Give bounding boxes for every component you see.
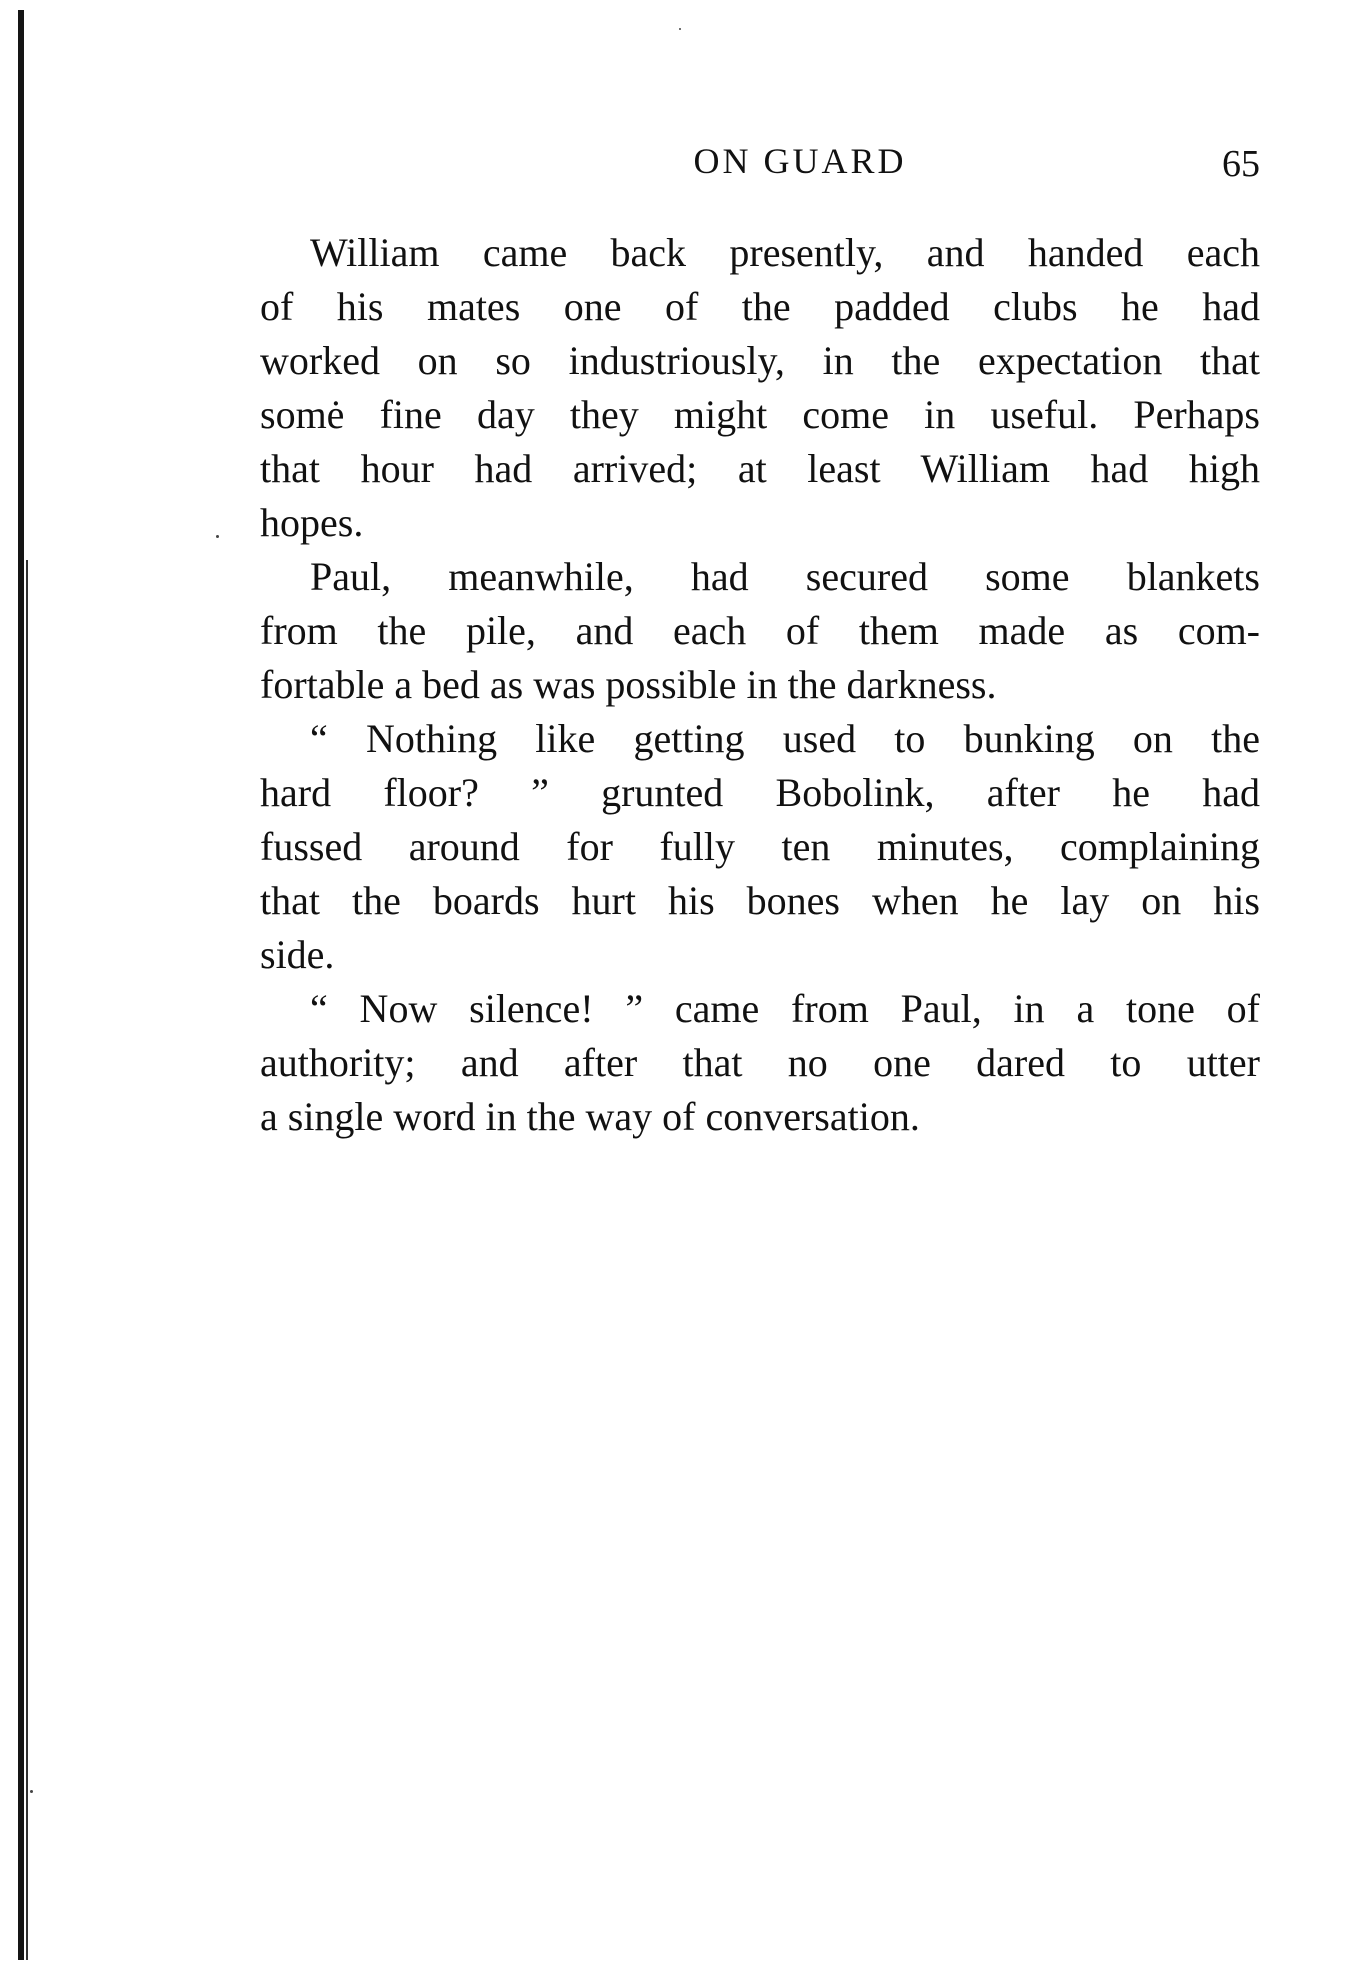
text-line: that hour had arrived; at least William had high (260, 446, 1260, 491)
page-number: 65 (1222, 143, 1260, 185)
scan-speck (679, 28, 681, 30)
text-line: “ Now silence! ” came from Paul, in a tone of (310, 986, 1260, 1031)
text-line: authority; and after that no one dared to utter (260, 1040, 1260, 1085)
binding-edge (18, 10, 24, 1960)
text-line: William came back presently, and handed each (310, 230, 1260, 275)
scan-speck (30, 1790, 33, 1793)
running-head: ON GUARD (693, 141, 907, 181)
text-line: hard floor? ” grunted Bobolink, after he had (260, 770, 1260, 815)
text-line: from the pile, and each of them made as com- (260, 608, 1260, 653)
text-line: fortable a bed as was possible in the darkness. (260, 662, 997, 707)
page-header (260, 140, 1260, 190)
scan-speck (216, 535, 219, 538)
body-text (260, 226, 1260, 1144)
text-line: of his mates one of the padded clubs he had (260, 284, 1260, 329)
binding-edge-shadow (26, 560, 28, 1960)
text-line: side. (260, 932, 335, 977)
text-line: Paul, meanwhile, had secured some blankets (310, 554, 1260, 599)
text-line: “ Nothing like getting used to bunking on the (310, 716, 1260, 761)
text-line: hopes. (260, 500, 364, 545)
text-line: worked on so industriously, in the expectation that (260, 338, 1260, 383)
text-line: a single word in the way of conversation. (260, 1094, 920, 1139)
text-line: somė fine day they might come in useful. Perhaps (260, 392, 1260, 437)
text-line: fussed around for fully ten minutes, complaining (260, 824, 1260, 869)
text-line: that the boards hurt his bones when he lay on his (260, 878, 1260, 923)
